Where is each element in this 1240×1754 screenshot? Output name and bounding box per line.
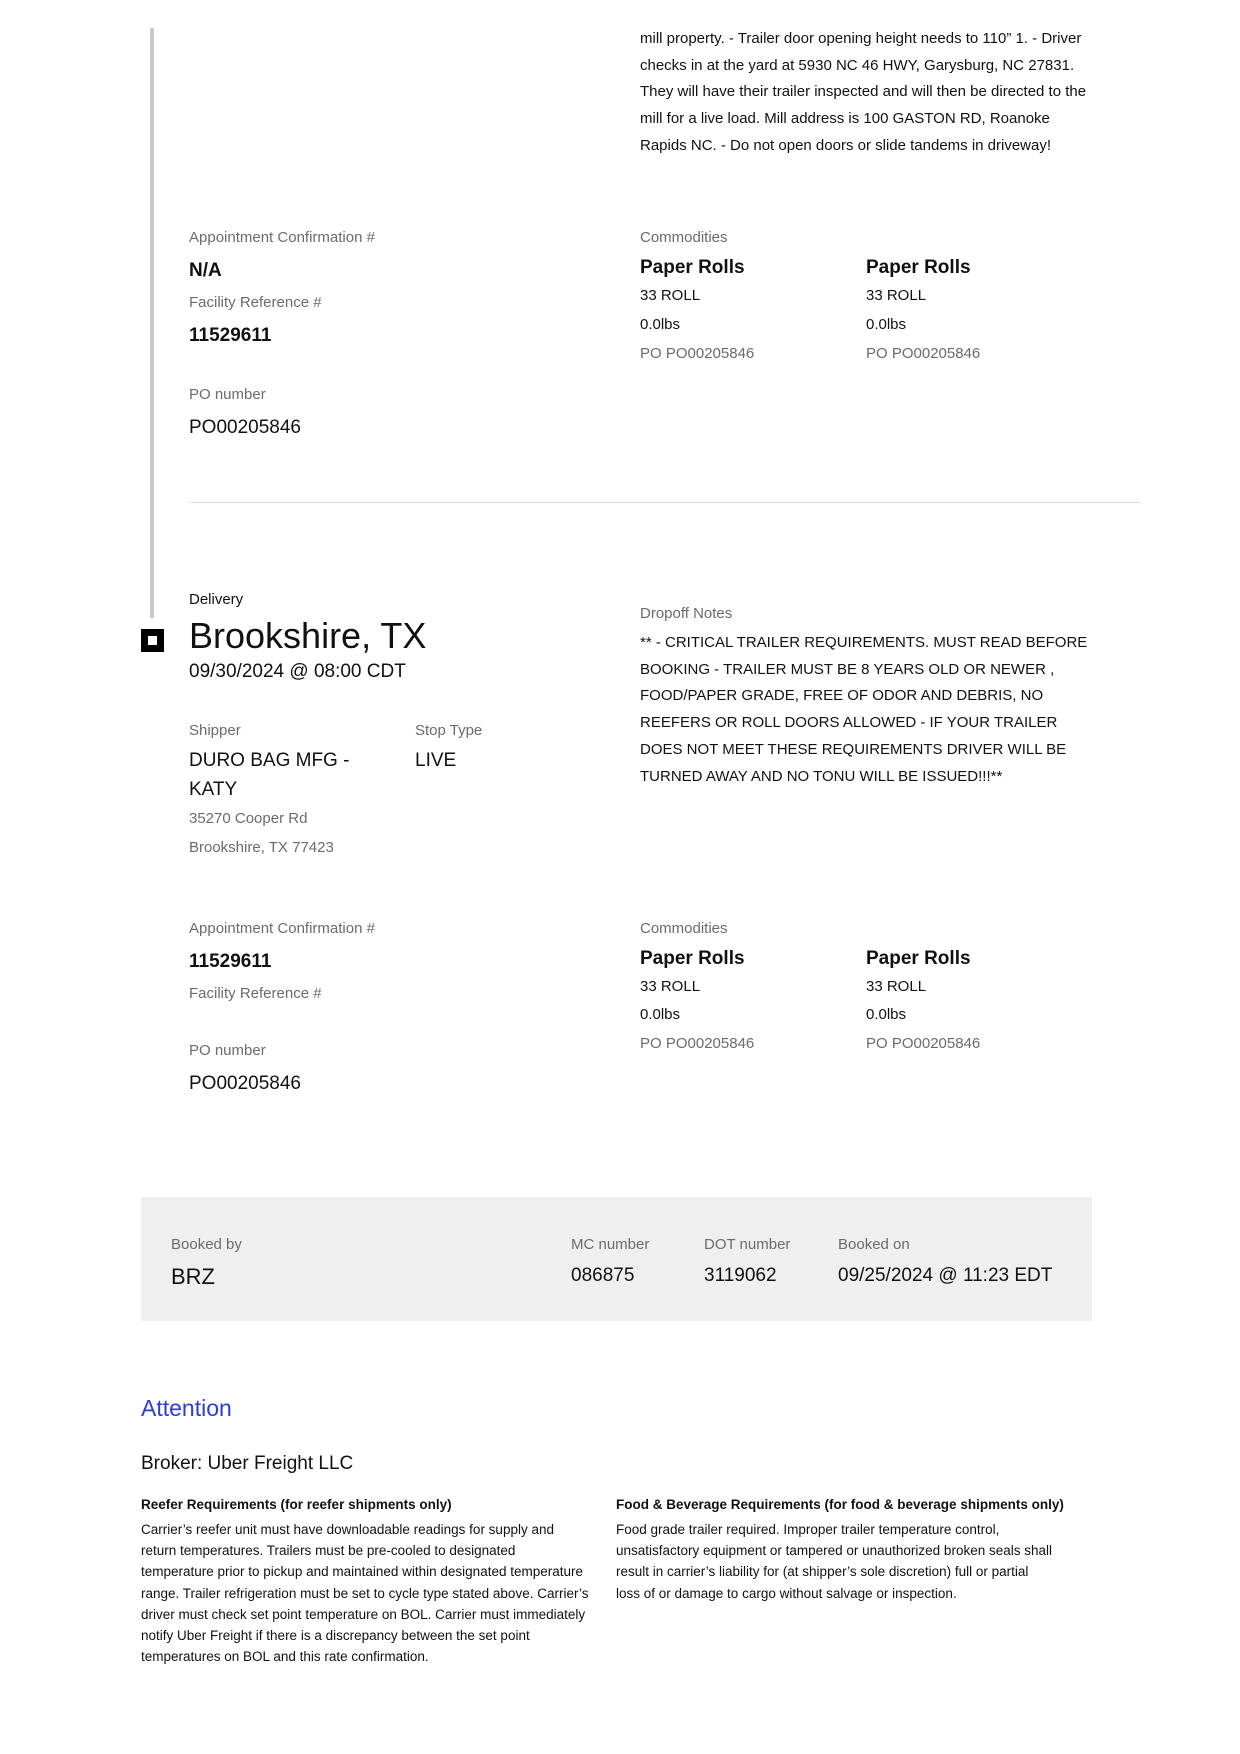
shipper-address: 35270 Cooper Rd: [189, 810, 308, 827]
commodity-item: [866, 948, 980, 1052]
stop-marker-icon: [141, 629, 164, 652]
commodity-item: [866, 257, 980, 362]
commodity-item: [640, 948, 754, 1052]
delivery-facility-label: Facility Reference #: [189, 985, 322, 1002]
booked-by-label: Booked by: [171, 1236, 242, 1253]
shipper-name: DURO BAG MFG -: [189, 750, 350, 771]
booked-on-label: Booked on: [838, 1236, 910, 1253]
pickup-commodities-label: Commodities: [640, 229, 728, 246]
pickup-facility-label: Facility Reference #: [189, 294, 322, 311]
delivery-po-label: PO number: [189, 1042, 266, 1059]
food-requirements-title: Food & Beverage Requirements (for food & beverage shipments only): [616, 1497, 1064, 1512]
stop-type-heading: Delivery: [189, 591, 244, 608]
stop-timeline: [150, 28, 154, 618]
commodity-qty: 33 ROLL: [866, 287, 927, 304]
delivery-datetime: 09/30/2024 @ 08:00 CDT: [189, 661, 406, 682]
pickup-facility-value: 11529611: [189, 325, 272, 346]
shipper-address: Brookshire, TX 77423: [189, 839, 334, 856]
delivery-city: Brookshire, TX: [189, 615, 427, 656]
commodity-qty: 33 ROLL: [640, 287, 701, 304]
pickup-notes: mill property. - Trailer door opening height needs to 110” 1. - Driver checks in at the yard at 5930 NC 46 HWY, Garysburg, NC 27831. They will have their trailer inspected and will then be directed to the mill for a live load. Mill address is 100 GASTON RD, Roanoke Rapids NC. - Do not open doors or slide tandems in driveway!: [640, 30, 1087, 154]
commodity-weight: 0.0lbs: [640, 1006, 681, 1023]
delivery-commodities-label: Commodities: [640, 920, 728, 937]
commodity-po: PO PO00205846: [640, 1035, 755, 1052]
shipper-name: KATY: [189, 779, 238, 800]
shipper-label: Shipper: [189, 722, 241, 739]
pickup-appt-label: Appointment Confirmation #: [189, 229, 375, 246]
commodity-name: Paper Rolls: [866, 257, 971, 278]
commodity-po: PO PO00205846: [866, 345, 981, 362]
booked-by-value: BRZ: [171, 1264, 215, 1289]
stop-type-value: LIVE: [415, 750, 457, 771]
pickup-appt-value: N/A: [189, 260, 222, 281]
dropoff-notes-label: Dropoff Notes: [640, 605, 733, 622]
food-requirements-body: Food grade trailer required. Improper trailer temperature control, unsatisfactory equipment or tampered or unauthorized broken seals shall result in carrier’s liability for (at shipper’s sole discretion) full or partial loss of or damage to cargo without salvage or inspection.: [616, 1522, 1052, 1601]
booking-panel: [141, 1197, 1092, 1321]
commodity-weight: 0.0lbs: [640, 316, 681, 333]
mc-number-value: 086875: [571, 1265, 635, 1286]
attention-heading: Attention: [141, 1395, 232, 1421]
commodity-qty: 33 ROLL: [866, 978, 927, 995]
booked-on-value: 09/25/2024 @ 11:23 EDT: [838, 1265, 1053, 1286]
commodity-weight: 0.0lbs: [866, 316, 907, 333]
delivery-po-value: PO00205846: [189, 1073, 301, 1094]
mc-number-label: MC number: [571, 1236, 650, 1253]
reefer-requirements-body: Carrier’s reefer unit must have downloadable readings for supply and return temperatures. Trailers must be pre-cooled to designated temperature prior to pickup and maintained within designated temperature range. Trailer refrigeration must be set to cycle type stated above. Carrier’s driver must check set point temperature on BOL. Carrier must immediately notify Uber Freight if there is a discrepancy between the set point temperatures on BOL and this rate confirmation.: [141, 1522, 589, 1665]
dot-number-label: DOT number: [704, 1236, 791, 1253]
dropoff-notes: ** - CRITICAL TRAILER REQUIREMENTS. MUST READ BEFORE BOOKING - TRAILER MUST BE 8 YEARS OLD OR NEWER , FOOD/PAPER GRADE, FREE OF ODOR AND DEBRIS, NO REEFERS OR ROLL DOORS ALLOWED - IF YOUR TRAILER DOES NOT MEET THESE REQUIREMENTS DRIVER WILL BE TURNED AWAY AND NO TONU WILL BE ISSUED!!!**: [640, 634, 1088, 785]
commodity-po: PO PO00205846: [640, 345, 755, 362]
section-divider: [189, 502, 1140, 503]
commodity-name: Paper Rolls: [640, 948, 745, 969]
pickup-po-label: PO number: [189, 386, 266, 403]
commodity-name: Paper Rolls: [640, 257, 745, 278]
commodity-qty: 33 ROLL: [640, 978, 701, 995]
reefer-requirements-title: Reefer Requirements (for reefer shipments only): [141, 1497, 452, 1512]
dot-number-value: 3119062: [704, 1265, 777, 1286]
commodity-name: Paper Rolls: [866, 948, 971, 969]
commodity-weight: 0.0lbs: [866, 1006, 907, 1023]
stop-type-label: Stop Type: [415, 722, 483, 739]
pickup-po-value: PO00205846: [189, 417, 301, 438]
delivery-appt-value: 11529611: [189, 951, 272, 972]
broker-name: Broker: Uber Freight LLC: [141, 1453, 354, 1474]
delivery-appt-label: Appointment Confirmation #: [189, 920, 375, 937]
commodity-item: [640, 257, 754, 362]
commodity-po: PO PO00205846: [866, 1035, 981, 1052]
